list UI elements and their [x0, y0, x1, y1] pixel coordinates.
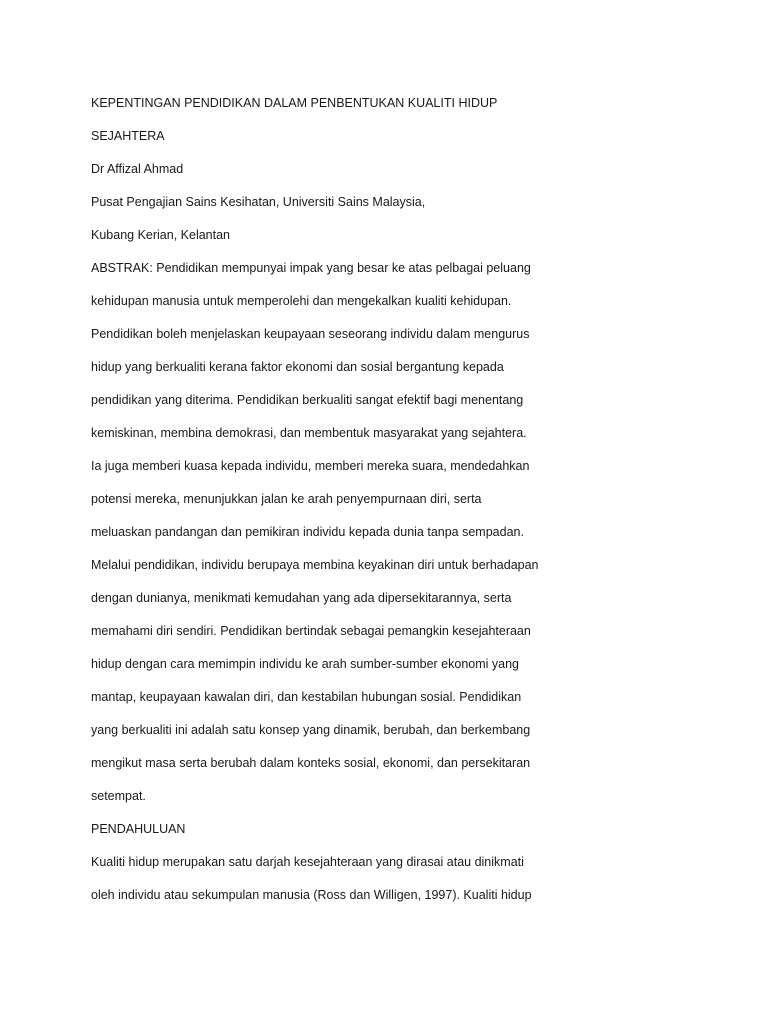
affiliation-line-1: Pusat Pengajian Sains Kesihatan, Universiti Sains Malaysia, — [91, 195, 426, 209]
abstract-line: yang berkualiti ini adalah satu konsep yang dinamik, berubah, dan berkembang — [91, 723, 531, 737]
abstract-line: ABSTRAK: Pendidikan mempunyai impak yang besar ke atas pelbagai peluang — [91, 261, 531, 275]
abstract-line: potensi mereka, menunjukkan jalan ke arah penyempurnaan diri, serta — [91, 492, 482, 506]
author-name: Dr Affizal Ahmad — [91, 162, 184, 176]
intro-line: Kualiti hidup merupakan satu darjah kesejahteraan yang dirasai atau dinikmati — [91, 855, 524, 869]
abstract-line: hidup yang berkualiti kerana faktor ekonomi dan sosial bergantung kepada — [91, 360, 504, 374]
title-line-1: KEPENTINGAN PENDIDIKAN DALAM PENBENTUKAN KUALITI HIDUP — [91, 96, 498, 110]
abstract-line: dengan dunianya, menikmati kemudahan yang ada dipersekitarannya, serta — [91, 591, 512, 605]
abstract-line: meluaskan pandangan dan pemikiran individu kepada dunia tanpa sempadan. — [91, 525, 524, 539]
affiliation-line-2: Kubang Kerian, Kelantan — [91, 228, 230, 242]
abstract-line: memahami diri sendiri. Pendidikan bertindak sebagai pemangkin kesejahteraan — [91, 624, 531, 638]
abstract-line: Pendidikan boleh menjelaskan keupayaan seseorang individu dalam mengurus — [91, 327, 530, 341]
abstract-line: kehidupan manusia untuk memperolehi dan mengekalkan kualiti kehidupan. — [91, 294, 512, 308]
abstract-line: pendidikan yang diterima. Pendidikan berkualiti sangat efektif bagi menentang — [91, 393, 524, 407]
title-line-2: SEJAHTERA — [91, 129, 165, 143]
abstract-line: kemiskinan, membina demokrasi, dan membentuk masyarakat yang sejahtera. — [91, 426, 527, 440]
abstract-line: hidup dengan cara memimpin individu ke arah sumber-sumber ekonomi yang — [91, 657, 520, 671]
abstract-line: mantap, keupayaan kawalan diri, dan kestabilan hubungan sosial. Pendidikan — [91, 690, 522, 704]
abstract-line: setempat. — [91, 789, 146, 803]
intro-line: oleh individu atau sekumpulan manusia (Ross dan Willigen, 1997). Kualiti hidup — [91, 888, 532, 902]
abstract-line: Melalui pendidikan, individu berupaya membina keyakinan diri untuk berhadapan — [91, 558, 539, 572]
section-heading: PENDAHULUAN — [91, 822, 186, 836]
abstract-line: Ia juga memberi kuasa kepada individu, memberi mereka suara, mendedahkan — [91, 459, 530, 473]
abstract-line: mengikut masa serta berubah dalam konteks sosial, ekonomi, dan persekitaran — [91, 756, 531, 770]
